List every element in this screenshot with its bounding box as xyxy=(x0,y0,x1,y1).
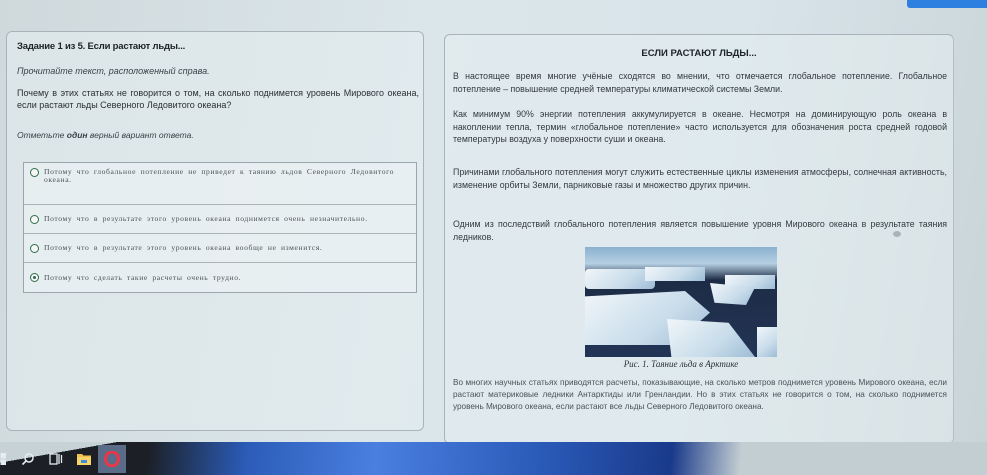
article-title: ЕСЛИ РАСТАЮТ ЛЬДЫ... xyxy=(641,48,757,59)
task-view-icon[interactable] xyxy=(42,445,70,473)
figure xyxy=(585,247,777,369)
option-label: Потому что глобальное потепление не приведет к таянию льдов Северного Ледовитого океана. xyxy=(44,167,395,184)
article-paragraph: Одним из последствий глобального потепления является повышение уровня Мирового океана в результате таяния ледников. xyxy=(453,219,947,242)
hint-text: Отметьте xyxy=(17,130,67,140)
option-label: Потому что в результате этого уровень океана поднимется очень незначительно. xyxy=(44,214,368,223)
radio-unchecked-icon[interactable] xyxy=(30,244,39,253)
option-label: Потому что сделать такие расчеты очень трудно. xyxy=(44,272,242,282)
opera-browser-icon[interactable] xyxy=(98,445,126,473)
hint-emphasis: один xyxy=(66,130,88,140)
article-paragraph: Во многих научных статьях приводятся расчеты, показывающие, на сколько метров поднимется уровень Мирового океана, если растают материковые ледники Антарктиды или Гренландии. Но в этих статьях не говорится о том, на сколько поднимется уровень Мирового океана, если растают все льды Северного Ледовитого океана. xyxy=(453,378,947,411)
search-icon[interactable] xyxy=(14,445,42,473)
taskbar xyxy=(0,442,987,475)
option-label: Потому что в результате этого уровень океана вообще не изменится. xyxy=(44,243,323,252)
answer-option-4[interactable] xyxy=(24,263,416,292)
article-panel xyxy=(444,34,954,444)
arctic-ice-photo xyxy=(585,247,777,357)
article-paragraph: В настоящее время многие учёные сходятся во мнении, что отмечается глобальное потепление. Глобальное потепление – повышение средней температуры климатической системы Земли. xyxy=(453,71,947,94)
answer-option-2[interactable] xyxy=(24,205,416,234)
radio-unchecked-icon[interactable] xyxy=(30,215,39,224)
task-instruction: Прочитайте текст, расположенный справа. xyxy=(17,66,210,76)
figure-caption: Рис. 1. Таяние льда в Арктике xyxy=(623,359,739,369)
answer-option-1[interactable] xyxy=(24,163,416,205)
radio-checked-icon[interactable] xyxy=(30,273,39,282)
taskbar-icons xyxy=(0,442,126,475)
answer-options xyxy=(23,162,417,293)
file-explorer-icon[interactable] xyxy=(70,445,98,473)
task-title: Задание 1 из 5. Если растают льды... xyxy=(17,41,186,52)
windows-start-icon[interactable] xyxy=(0,445,14,473)
answer-option-3[interactable] xyxy=(24,234,416,263)
radio-unchecked-icon[interactable] xyxy=(30,168,39,177)
answer-hint xyxy=(17,130,194,140)
task-question: Почему в этих статьях не говорится о том, на сколько поднимется уровень Мирового океана, если растают льды Северного Ледовитого океана? xyxy=(17,88,419,110)
article-paragraph: Причинами глобального потепления могут служить естественные циклы изменения атмосферы, солнечная активность, изменение орбиты Земли, парниковые газы и множество других причин. xyxy=(453,167,947,190)
hint-text: верный вариант ответа. xyxy=(87,130,194,140)
top-action-button[interactable] xyxy=(907,0,987,8)
scroll-indicator xyxy=(893,231,901,237)
article-paragraph: Как минимум 90% энергии потепления аккумулируется в океане. Несмотря на доминирующую роль океана в накоплении тепла, термин «глобальное потепление» часто используется для обозначения роста средней годовой температуры воздуха у поверхности суши и океана. xyxy=(453,109,947,144)
task-panel xyxy=(6,31,424,431)
